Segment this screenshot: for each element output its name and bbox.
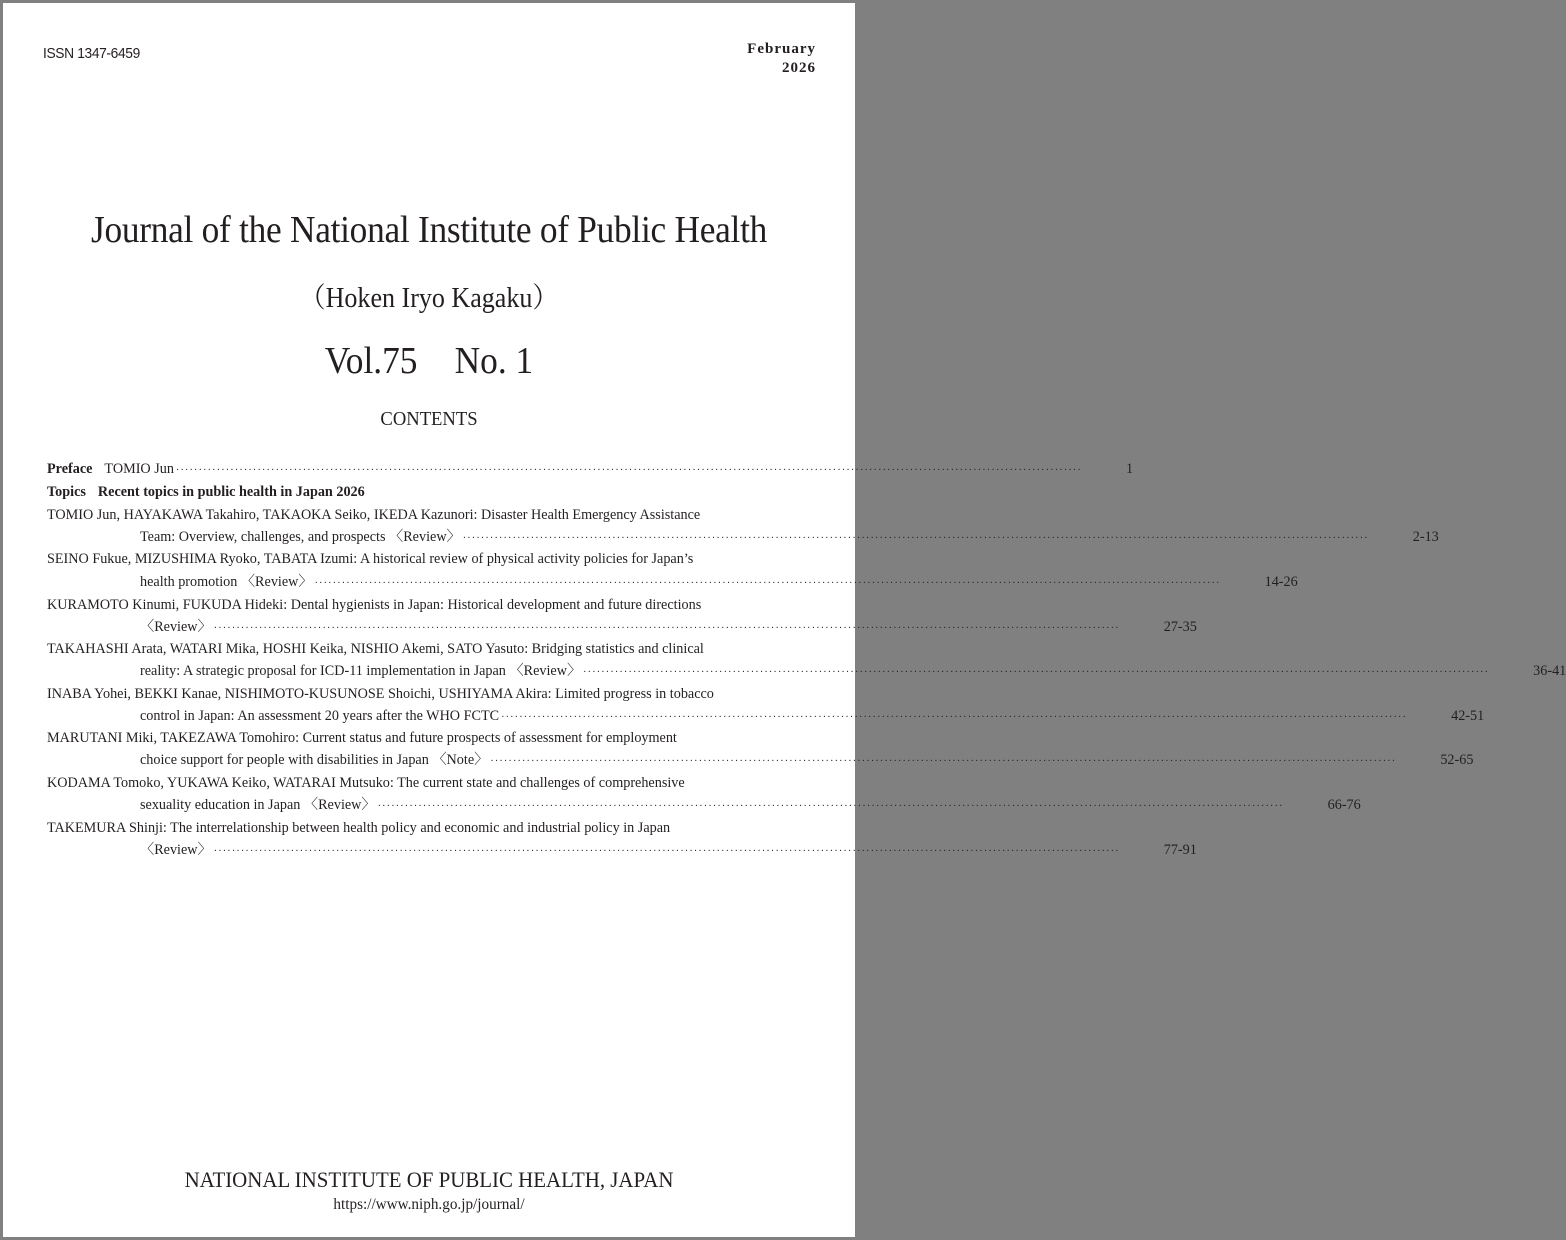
issue-month: February xyxy=(747,41,816,57)
page-range: 1 xyxy=(1125,461,1134,477)
toc-topics-heading xyxy=(47,481,817,503)
page-range: 52-65 xyxy=(1440,752,1474,768)
preface-label: Preface xyxy=(47,461,93,477)
journal-url-link[interactable]: https://www.niph.go.jp/journal/ xyxy=(333,1196,525,1213)
dot-leader: ········································································································································································································ xyxy=(583,667,1490,678)
journal-title: Journal of the National Institute of Public Health xyxy=(90,209,768,251)
dot-leader: ········································································································································································································ xyxy=(314,578,1221,589)
article-line2: 〈Review〉 xyxy=(140,619,212,635)
article-line1: MARUTANI Miki, TAKEZAWA Tomohiro: Current status and future prospects of assessment for employment xyxy=(47,730,677,746)
dot-leader: ········································································································································································································ xyxy=(213,623,1120,634)
dot-leader: ········································································································································································································ xyxy=(377,801,1284,812)
topics-label: Topics xyxy=(47,484,86,500)
page-range: 14-26 xyxy=(1264,574,1298,590)
issue-year: 2026 xyxy=(782,60,816,76)
article-line2: 〈Review〉 xyxy=(140,842,212,858)
article-line2: health promotion 〈Review〉 xyxy=(140,574,313,590)
page-range: 2-13 xyxy=(1412,529,1439,545)
page-range: 77-91 xyxy=(1163,842,1197,858)
dot-leader: ········································································································································································································ xyxy=(462,533,1369,544)
topics-title: Recent topics in public health in Japan 2026 xyxy=(97,484,365,500)
page-range: 42-51 xyxy=(1451,708,1485,724)
page-range: 36-41 xyxy=(1533,663,1566,679)
article-line2: control in Japan: An assessment 20 years after the WHO FCTC xyxy=(140,708,500,724)
issue-date xyxy=(747,40,816,78)
dot-leader: ········································································································································································································ xyxy=(175,465,1082,476)
article-line1: TOMIO Jun, HAYAKAWA Takahiro, TAKAOKA Seiko, IKEDA Kazunori: Disaster Health Emergency Assistance xyxy=(47,507,701,523)
article-line1: SEINO Fukue, MIZUSHIMA Ryoko, TABATA Izumi: A historical review of physical activity policies for Japan’s xyxy=(47,551,694,567)
dot-leader: ········································································································································································································ xyxy=(501,712,1408,723)
article-line1: INABA Yohei, BEKKI Kanae, NISHIMOTO-KUSUNOSE Shoichi, USHIYAMA Akira: Limited progress in tobacco xyxy=(47,686,714,702)
article-line2: Team: Overview, challenges, and prospects 〈Review〉 xyxy=(140,529,461,545)
dot-leader: ········································································································································································································ xyxy=(213,846,1120,857)
publisher-name: NATIONAL INSTITUTE OF PUBLIC HEALTH, JAPAN xyxy=(184,1167,674,1192)
journal-subtitle: （Hoken Iryo Kagaku） xyxy=(299,283,559,314)
page-range: 27-35 xyxy=(1163,619,1197,635)
contents-heading: CONTENTS xyxy=(380,408,478,430)
preface-author: TOMIO Jun xyxy=(104,461,174,477)
volume-number xyxy=(33,339,825,383)
article-line1: TAKAHASHI Arata, WATARI Mika, HOSHI Keika, NISHIO Akemi, SATO Yasuto: Bridging statistics and clinical xyxy=(47,641,704,657)
toc-preface[interactable] xyxy=(47,458,1134,480)
article-line2: choice support for people with disabilities in Japan 〈Note〉 xyxy=(140,752,489,768)
article-line1: KODAMA Tomoko, YUKAWA Keiko, WATARAI Mutsuko: The current state and challenges of comprehensive xyxy=(47,775,685,791)
volume: Vol.75 xyxy=(324,340,418,382)
issn: ISSN 1347-6459 xyxy=(43,45,140,62)
article-line2: reality: A strategic proposal for ICD-11 implementation in Japan 〈Review〉 xyxy=(140,663,582,679)
journal-cover-page xyxy=(3,3,1566,1237)
article-line1: KURAMOTO Kinumi, FUKUDA Hideki: Dental hygienists in Japan: Historical development and future directions xyxy=(47,597,702,613)
issue-number: No. 1 xyxy=(454,340,534,382)
dot-leader: ········································································································································································································ xyxy=(490,756,1397,767)
article-line2: sexuality education in Japan 〈Review〉 xyxy=(140,797,376,813)
page-range: 66-76 xyxy=(1327,797,1361,813)
article-line1: TAKEMURA Shinji: The interrelationship between health policy and economic and industrial policy in Japan xyxy=(47,820,671,836)
